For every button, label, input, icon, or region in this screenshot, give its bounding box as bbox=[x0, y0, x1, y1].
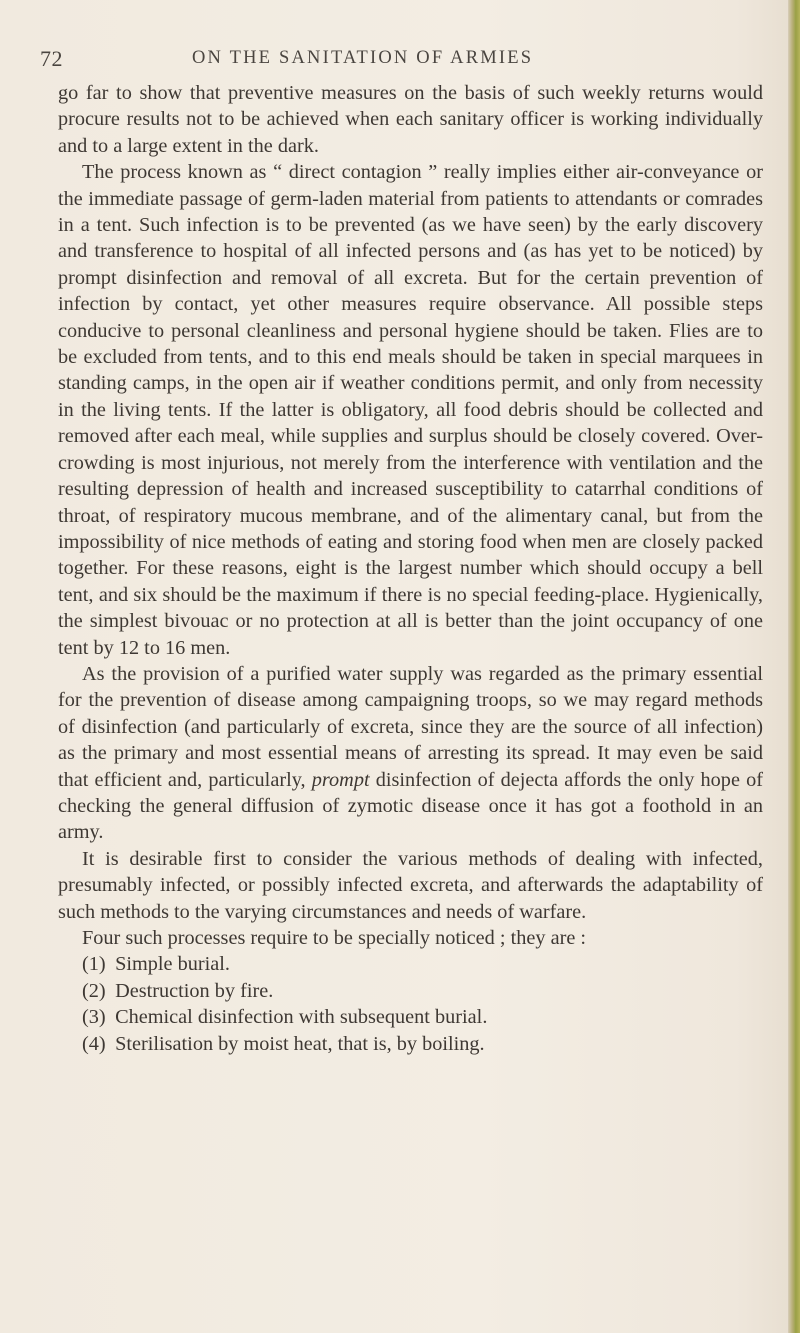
list-item-text: Sterilisation by moist heat, that is, by boiling. bbox=[115, 1032, 485, 1055]
running-head: ON THE SANITATION OF ARMIES bbox=[192, 48, 534, 68]
list-item-number: (1) bbox=[82, 953, 106, 976]
paragraph-3-part-2: disinfection of dejecta affords the only hope of checking the general diffusion of zymotic disease once it has got a foothold in an army. bbox=[58, 768, 763, 844]
page-header bbox=[40, 46, 770, 74]
page-edge bbox=[788, 0, 800, 1333]
paragraph-5: Four such processes require to be specially noticed ; they are : bbox=[82, 927, 587, 949]
list-item-number: (3) bbox=[82, 1006, 106, 1029]
paragraph-2: The process known as “ direct contagion ” really implies either air-conveyance or the immediate passage of germ-laden material from patients to attendants or comrades in a tent. Such infection is to be prevented (as we have seen) by the early discovery and transference to hospital of all infected persons and (as has yet to be noticed) by prompt disinfection and removal of all excreta. But for the certain prevention of infection by contact, yet other measures require observance. All possible steps conducive to personal cleanliness and personal hygiene should be taken. Flies are to be excluded from tents, and to this end meals should be taken in special marquees in standing camps, in the open air if weather conditions permit, and only from necessity in the living tents. If the latter is obligatory, all food debris should be collected and removed after each meal, while supplies and surplus should be closely covered. Over-crowding is most injurious, not merely from the interference with ventilation and the resulting depression of health and increased susceptibility to catarrhal conditions of throat, of respiratory mucous membrane, and of the alimentary canal, but from the impossibility of nice methods of eating and storing food when men are closely packed together. For these reasons, eight is the largest number which should occupy a bell tent, and six should be the maximum if there is no special feeding-place. Hygienically, the simplest bivouac or no protection at all is better than the joint occupancy of one tent by 12 to 16 men. bbox=[58, 161, 763, 659]
list-item-text: Simple burial. bbox=[115, 953, 230, 976]
list-item-text: Chemical disinfection with subsequent burial. bbox=[115, 1006, 488, 1029]
body-text bbox=[58, 80, 763, 1057]
list-item-number: (2) bbox=[82, 979, 106, 1002]
paragraph-4: It is desirable first to consider the various methods of dealing with infected, presumably infected, or possibly infected excreta, and afterwards the adaptability of such methods to the varying circumstances and needs of warfare. bbox=[58, 847, 763, 923]
list-item bbox=[58, 978, 763, 1004]
list-item bbox=[58, 1031, 763, 1057]
paragraph-3-part-1: As the provision of a purified water supply was regarded as the primary essential for the prevention of disease among campaigning troops, so we may regard methods of disinfection (and particularly of excreta, since they are the source of all infection) as the primary and most essential means of arresting its spread. It may even be said that efficient and, particularly, bbox=[58, 662, 763, 791]
list-item-text: Destruction by fire. bbox=[115, 979, 274, 1002]
page-number: 72 bbox=[40, 46, 63, 71]
paragraph-3 bbox=[58, 661, 763, 846]
list-item-number: (4) bbox=[82, 1032, 106, 1055]
paragraph-1: go far to show that preventive measures on the basis of such weekly returns would procure results not to be achieved when each sanitary officer is working individually and to a large extent in the dark. bbox=[58, 82, 763, 157]
list-item bbox=[58, 951, 763, 977]
list-item bbox=[58, 1004, 763, 1030]
process-list bbox=[58, 951, 763, 1057]
paragraph-3-emphasis: prompt bbox=[311, 768, 370, 791]
